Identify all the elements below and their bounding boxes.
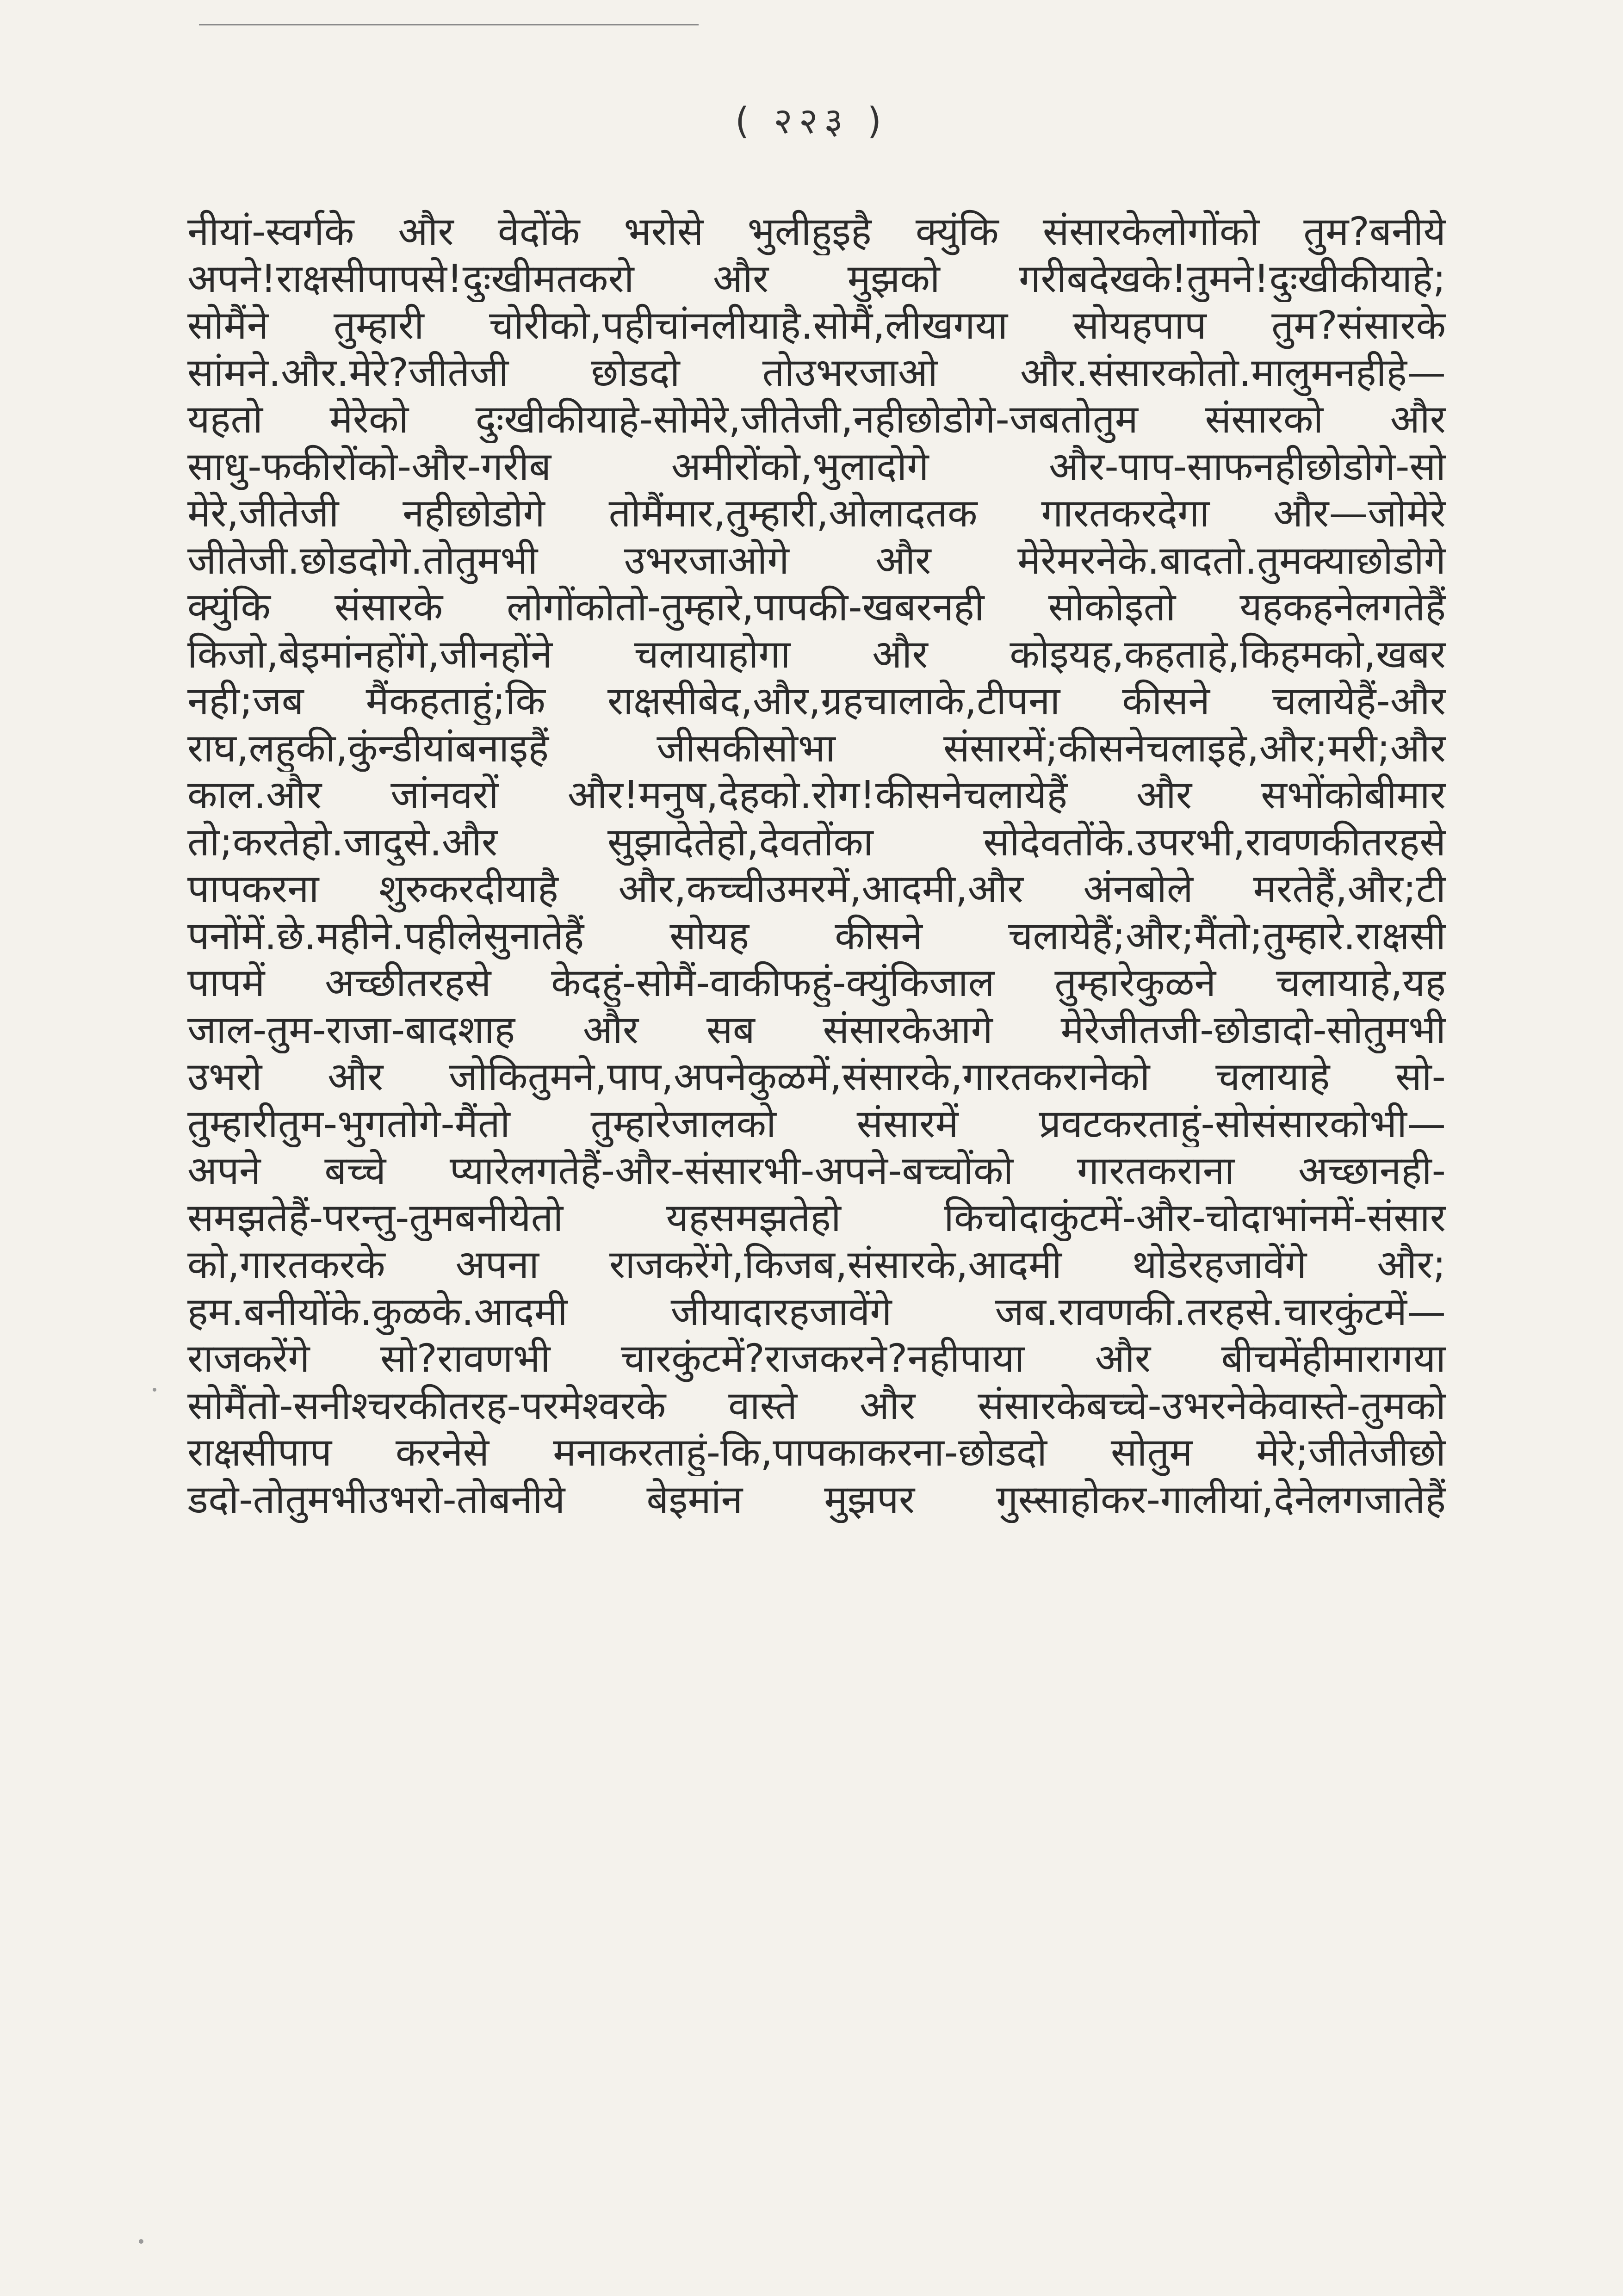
text-line: नीयां-स्वर्गके और वेदोंके भरोसे भुलीहुइहै क्युंकि संसारकेलोगोंको तुम?बनीये bbox=[187, 209, 1446, 254]
text-line: पापमें अच्छीतरहसे केदहुं-सोमैं-वाकीफहुं-क्युंकिजाल तुम्हारेकुळने चलायाहे,यह bbox=[187, 960, 1446, 1005]
text-line: काल.और जांनवरों और!मनुष,देहको.रोग!कीसनेचलायेहैं और सभोंकोबीमार bbox=[187, 772, 1446, 817]
text-line: साधु-फकीरोंको-और-गरीब अमीरोंको,भुलादोगे और-पाप-साफनहीछोडोगे-सो bbox=[187, 443, 1446, 489]
text-line: तुम्हारीतुम-भुगतोगे-मैंतो तुम्हारेजालको संसारमें प्रवटकरताहुं-सोसंसारकोभी— bbox=[187, 1101, 1446, 1146]
text-line: तो;करतेहो.जादुसे.और सुझादेतेहो,देवतोंका सोदेवतोंके.उपरभी,रावणकीतरहसे bbox=[187, 819, 1446, 865]
text-line: नही;जब मैंकहताहुं;कि राक्षसीबेद,और,ग्रहचालाके,टीपना कीसने चलायेहैं-और bbox=[187, 678, 1446, 724]
text-line: हम.बनीयोंके.कुळके.आदमी जीयादारहजावेंगे जब.रावणकी.तरहसे.चारकुंटमें— bbox=[187, 1288, 1446, 1334]
scan-speck bbox=[153, 1388, 156, 1392]
text-line: यहतो मेरेको दुःखीकीयाहे-सोमेरे,जीतेजी,नहीछोडोगे-जबतोतुम संसारको और bbox=[187, 396, 1446, 442]
text-line: को,गारतकरके अपना राजकरेंगे,किजब,संसारके,आदमी थोडेरहजावेंगे और; bbox=[187, 1242, 1446, 1287]
text-line: समझतेहैं-परन्तु-तुमबनीयेतो यहसमझतेहो किचोदाकुंटमें-और-चोदाभांनमें-संसार bbox=[187, 1194, 1446, 1240]
text-line: जीतेजी.छोडदोगे.तोतुमभी उभरजाओगे और मेरेमरनेके.बादतो.तुमक्याछोडोगे bbox=[187, 537, 1446, 583]
text-line: पापकरना शुरुकरदीयाहै और,कच्चीउमरमें,आदमी,और अंनबोले मरतेहैं,और;टी bbox=[187, 866, 1446, 911]
text-line: राक्षसीपाप करनेसे मनाकरताहुं-कि,पापकाकरना-छोडदो सोतुम मेरे;जीतेजीछो bbox=[187, 1430, 1446, 1475]
text-line: सांमने.और.मेरे?जीतेजी छोडदो तोउभरजाओ और.संसारकोतो.मालुमनहीहे— bbox=[187, 349, 1446, 395]
text-line: जाल-तुम-राजा-बादशाह और सब संसारकेआगे मेरेजीतजी-छोडादो-सोतुमभी bbox=[187, 1007, 1446, 1052]
text-line: मेरे,जीतेजी नहीछोडोगे तोमैंमार,तुम्हारी,ओलादतक गारतकरदेगा और—जोमेरे bbox=[187, 490, 1446, 536]
text-line: राघ,लहुकी,कुंन्डीयांबनाइहैं जीसकीसोभा संसारमें;कीसनेचलाइहे,और;मरी;और bbox=[187, 725, 1446, 771]
top-rule bbox=[199, 24, 699, 25]
text-line: पनोंमें.छे.महीने.पहीलेसुनातेहैं सोयह कीसने चलायेहैं;और;मैंतो;तुम्हारे.राक्षसी bbox=[187, 913, 1446, 959]
text-line: क्युंकि संसारके लोगोंकोतो-तुम्हारे,पापकी-खबरनही सोकोइतो यहकहनेलगतेहैं bbox=[187, 584, 1446, 630]
text-line: उभरो और जोकितुमने,पाप,अपनेकुळमें,संसारके,गारतकरानेको चलायाहे सो- bbox=[187, 1054, 1446, 1099]
page-number: ( २२३ ) bbox=[735, 100, 888, 142]
text-line: डदो-तोतुमभीउभरो-तोबनीये बेइमांन मुझपर गुस्साहोकर-गालीयां,देनेलगजातेहैं bbox=[187, 1476, 1446, 1522]
text-line: सोमैंने तुम्हारी चोरीको,पहीचांनलीयाहै.सोमैं,लीखगया सोयहपाप तुम?संसारके bbox=[187, 303, 1446, 348]
text-line: राजकरेंगे सो?रावणभी चारकुंटमें?राजकरने?नहीपाया और बीचमेंहीमारागया bbox=[187, 1336, 1446, 1381]
body-text bbox=[187, 208, 1446, 1523]
scan-speck bbox=[139, 2239, 143, 2244]
text-line: अपने बच्चे प्यारेलगतेहैं-और-संसारभी-अपने-बच्चोंको गारतकराना अच्छानही- bbox=[187, 1148, 1446, 1193]
text-line: अपने!राक्षसीपापसे!दुःखीमतकरो और मुझको गरीबदेखके!तुमने!दुःखीकीयाहे; bbox=[187, 255, 1446, 301]
text-line: सोमैंतो-सनीश्चरकीतरह-परमेश्वरके वास्ते और संसारकेबच्चे-उभरनेकेवास्ते-तुमको bbox=[187, 1382, 1446, 1428]
text-line: किजो,बेइमांनहोंगे,जीनहोंने चलायाहोगा और कोइयह,कहताहे,किहमको,खबर bbox=[187, 631, 1446, 677]
